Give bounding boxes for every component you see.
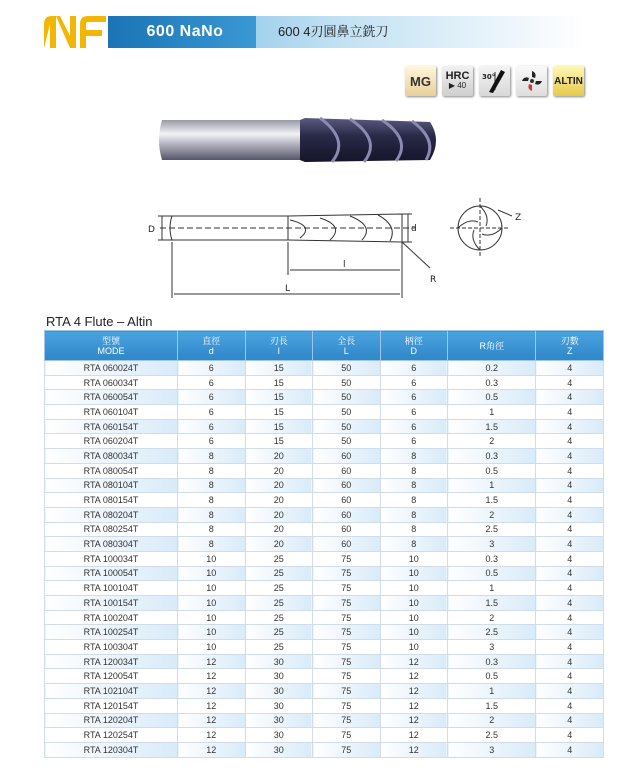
flutes-cell: 4 [536, 581, 604, 596]
header-diameter: 直徑 d [178, 331, 246, 361]
corner-radius-cell: 2 [448, 434, 536, 449]
model-cell: RTA 100054T [45, 566, 178, 581]
table-row [45, 537, 604, 552]
product-subtitle: 600 4刃圓鼻立銑刀 [278, 24, 389, 39]
table-row [45, 728, 604, 743]
shank-diameter-cell: 6 [380, 405, 448, 420]
shank-diameter-cell: 10 [380, 596, 448, 611]
table-header-row [45, 331, 604, 361]
corner-radius-cell: 1.5 [448, 698, 536, 713]
overall-length-cell: 75 [313, 596, 381, 611]
flutes-cell: 4 [536, 537, 604, 552]
flutes-cell: 4 [536, 640, 604, 655]
overall-length-cell: 50 [313, 375, 381, 390]
flute-length-cell: 15 [245, 405, 313, 420]
flutes-cell: 4 [536, 434, 604, 449]
diameter-cell: 12 [178, 684, 246, 699]
helix-angle-icon [479, 66, 510, 96]
table-row [45, 463, 604, 478]
flute-length-cell: 15 [245, 361, 313, 376]
table-row [45, 625, 604, 640]
shank-diameter-cell: 6 [380, 390, 448, 405]
shank-diameter-cell: 8 [380, 449, 448, 464]
flute-length-cell: 25 [245, 566, 313, 581]
table-row [45, 640, 604, 655]
model-cell: RTA 120204T [45, 713, 178, 728]
table-row [45, 375, 604, 390]
corner-radius-cell: 2.5 [448, 625, 536, 640]
diameter-cell: 6 [178, 434, 246, 449]
flute-length-cell: 30 [245, 684, 313, 699]
diameter-cell: 12 [178, 698, 246, 713]
flute-length-cell: 20 [245, 522, 313, 537]
diameter-cell: 10 [178, 566, 246, 581]
shank-diameter-cell: 8 [380, 463, 448, 478]
diameter-cell: 6 [178, 361, 246, 376]
mg-badge: MG [405, 66, 436, 96]
flutes-cell: 4 [536, 566, 604, 581]
shank-diameter-cell: 6 [380, 419, 448, 434]
diameter-cell: 10 [178, 625, 246, 640]
corner-radius-cell: 3 [448, 640, 536, 655]
flutes-cell: 4 [536, 610, 604, 625]
table-row [45, 669, 604, 684]
diameter-cell: 8 [178, 507, 246, 522]
flute-length-cell: 30 [245, 698, 313, 713]
flutes-cell: 4 [536, 713, 604, 728]
flute-length-cell: 25 [245, 640, 313, 655]
shank-diameter-cell: 10 [380, 581, 448, 596]
technical-drawing [140, 190, 560, 305]
corner-radius-cell: 1.5 [448, 493, 536, 508]
overall-length-cell: 50 [313, 419, 381, 434]
model-cell: RTA 080034T [45, 449, 178, 464]
diameter-cell: 12 [178, 728, 246, 743]
spec-table [44, 330, 604, 758]
flute-length-cell: 30 [245, 654, 313, 669]
model-cell: RTA 120154T [45, 698, 178, 713]
flute-length-cell: 30 [245, 713, 313, 728]
overall-length-cell: 75 [313, 728, 381, 743]
corner-radius-cell: 2 [448, 507, 536, 522]
shank-diameter-cell: 8 [380, 537, 448, 552]
corner-radius-cell: 0.3 [448, 375, 536, 390]
series-title: 600 NaNo [146, 23, 224, 40]
flutes-cell: 4 [536, 625, 604, 640]
spec-table-body [45, 361, 604, 758]
model-cell: RTA 060104T [45, 405, 178, 420]
end-mill-photo [150, 100, 450, 180]
flutes-cell: 4 [536, 361, 604, 376]
shank-diameter-cell: 10 [380, 566, 448, 581]
overall-length-cell: 60 [313, 449, 381, 464]
overall-length-cell: 50 [313, 405, 381, 420]
diameter-cell: 10 [178, 596, 246, 611]
corner-radius-cell: 0.3 [448, 449, 536, 464]
table-row [45, 698, 604, 713]
flute-length-cell: 25 [245, 610, 313, 625]
corner-radius-cell: 2.5 [448, 522, 536, 537]
hrc-badge: HRC ▶ 40 [442, 66, 473, 96]
shank-diameter-cell: 10 [380, 551, 448, 566]
flutes-cell: 4 [536, 493, 604, 508]
shank-diameter-cell: 12 [380, 713, 448, 728]
table-row [45, 610, 604, 625]
overall-length-cell: 75 [313, 566, 381, 581]
flute-length-cell: 30 [245, 742, 313, 757]
overall-length-cell: 75 [313, 698, 381, 713]
flute-length-cell: 15 [245, 375, 313, 390]
model-cell: RTA 120254T [45, 728, 178, 743]
model-cell: RTA 102104T [45, 684, 178, 699]
feature-badges [405, 66, 584, 96]
diameter-cell: 12 [178, 713, 246, 728]
diameter-cell: 12 [178, 742, 246, 757]
table-row [45, 405, 604, 420]
flute-length-cell: 15 [245, 390, 313, 405]
diameter-cell: 12 [178, 669, 246, 684]
overall-length-cell: 75 [313, 640, 381, 655]
corner-radius-cell: 0.5 [448, 463, 536, 478]
model-cell: RTA 100254T [45, 625, 178, 640]
table-row [45, 742, 604, 757]
shank-diameter-cell: 8 [380, 507, 448, 522]
model-cell: RTA 100104T [45, 581, 178, 596]
corner-radius-cell: 1.5 [448, 596, 536, 611]
shank-diameter-cell: 12 [380, 698, 448, 713]
shank-diameter-cell: 12 [380, 684, 448, 699]
svg-text:l: l [343, 260, 346, 270]
flutes-cell: 4 [536, 463, 604, 478]
model-cell: RTA 100034T [45, 551, 178, 566]
brand-logo [40, 10, 110, 52]
flute-length-cell: 20 [245, 478, 313, 493]
corner-radius-cell: 0.5 [448, 669, 536, 684]
model-cell: RTA 100304T [45, 640, 178, 655]
model-cell: RTA 080254T [45, 522, 178, 537]
diameter-cell: 8 [178, 463, 246, 478]
shank-diameter-cell: 12 [380, 654, 448, 669]
diameter-cell: 6 [178, 405, 246, 420]
overall-length-cell: 60 [313, 493, 381, 508]
table-row [45, 551, 604, 566]
table-row [45, 654, 604, 669]
overall-length-cell: 75 [313, 551, 381, 566]
diameter-cell: 12 [178, 654, 246, 669]
model-cell: RTA 120034T [45, 654, 178, 669]
model-cell: RTA 060204T [45, 434, 178, 449]
svg-text:D: D [148, 225, 155, 235]
corner-radius-cell: 1 [448, 581, 536, 596]
table-row [45, 478, 604, 493]
shank-diameter-cell: 10 [380, 640, 448, 655]
table-row [45, 507, 604, 522]
corner-radius-cell: 1 [448, 684, 536, 699]
table-row [45, 684, 604, 699]
diameter-cell: 6 [178, 419, 246, 434]
header-model: 型號 MODE [45, 331, 178, 361]
diameter-cell: 6 [178, 390, 246, 405]
shank-diameter-cell: 12 [380, 742, 448, 757]
diameter-cell: 10 [178, 610, 246, 625]
flute-length-cell: 20 [245, 537, 313, 552]
flute-length-cell: 25 [245, 551, 313, 566]
table-row [45, 522, 604, 537]
flutes-cell: 4 [536, 728, 604, 743]
overall-length-cell: 75 [313, 610, 381, 625]
header-flutes: 刃數 Z [536, 331, 604, 361]
table-row [45, 596, 604, 611]
header-shank-diameter: 柄徑 D [380, 331, 448, 361]
overall-length-cell: 60 [313, 522, 381, 537]
flute-length-cell: 15 [245, 434, 313, 449]
shank-diameter-cell: 8 [380, 522, 448, 537]
svg-text:30°: 30° [481, 73, 495, 81]
overall-length-cell: 75 [313, 684, 381, 699]
table-row [45, 493, 604, 508]
corner-radius-cell: 2.5 [448, 728, 536, 743]
corner-radius-cell: 0.2 [448, 361, 536, 376]
shank-diameter-cell: 6 [380, 361, 448, 376]
diameter-cell: 6 [178, 375, 246, 390]
overall-length-cell: 60 [313, 537, 381, 552]
flute-length-cell: 20 [245, 449, 313, 464]
altin-coating-badge: ALTIN [553, 66, 584, 96]
flute-length-cell: 15 [245, 419, 313, 434]
diameter-cell: 8 [178, 449, 246, 464]
shank-diameter-cell: 6 [380, 375, 448, 390]
model-cell: RTA 080154T [45, 493, 178, 508]
corner-radius-cell: 1 [448, 478, 536, 493]
overall-length-cell: 75 [313, 742, 381, 757]
flute-length-cell: 20 [245, 507, 313, 522]
corner-radius-cell: 0.3 [448, 654, 536, 669]
table-row [45, 390, 604, 405]
model-cell: RTA 080304T [45, 537, 178, 552]
model-cell: RTA 060154T [45, 419, 178, 434]
flutes-cell: 4 [536, 742, 604, 757]
four-flute-icon [516, 66, 547, 96]
corner-radius-cell: 3 [448, 537, 536, 552]
overall-length-cell: 75 [313, 669, 381, 684]
shank-diameter-cell: 12 [380, 669, 448, 684]
corner-radius-cell: 0.5 [448, 390, 536, 405]
flutes-cell: 4 [536, 551, 604, 566]
model-cell: RTA 060024T [45, 361, 178, 376]
flute-length-cell: 25 [245, 625, 313, 640]
table-row [45, 566, 604, 581]
diameter-cell: 8 [178, 493, 246, 508]
corner-radius-cell: 0.3 [448, 551, 536, 566]
table-row [45, 434, 604, 449]
shank-diameter-cell: 10 [380, 610, 448, 625]
corner-radius-cell: 0.5 [448, 566, 536, 581]
model-cell: RTA 060034T [45, 375, 178, 390]
model-cell: RTA 060054T [45, 390, 178, 405]
diameter-cell: 8 [178, 478, 246, 493]
table-row [45, 361, 604, 376]
flutes-cell: 4 [536, 390, 604, 405]
overall-length-cell: 75 [313, 713, 381, 728]
table-caption: RTA 4 Flute – Altin [46, 314, 153, 329]
model-cell: RTA 120304T [45, 742, 178, 757]
flutes-cell: 4 [536, 522, 604, 537]
overall-length-cell: 60 [313, 478, 381, 493]
flute-length-cell: 30 [245, 669, 313, 684]
flutes-cell: 4 [536, 596, 604, 611]
table-row [45, 581, 604, 596]
corner-radius-cell: 1 [448, 405, 536, 420]
overall-length-cell: 60 [313, 507, 381, 522]
table-row [45, 449, 604, 464]
shank-diameter-cell: 10 [380, 625, 448, 640]
model-cell: RTA 120054T [45, 669, 178, 684]
table-row [45, 713, 604, 728]
flute-length-cell: 25 [245, 596, 313, 611]
overall-length-cell: 50 [313, 434, 381, 449]
svg-text:L: L [285, 284, 291, 294]
overall-length-cell: 60 [313, 463, 381, 478]
model-cell: RTA 100204T [45, 610, 178, 625]
diameter-cell: 8 [178, 537, 246, 552]
flutes-cell: 4 [536, 654, 604, 669]
overall-length-cell: 50 [313, 390, 381, 405]
svg-text:R: R [430, 275, 437, 285]
flutes-cell: 4 [536, 669, 604, 684]
flutes-cell: 4 [536, 419, 604, 434]
shank-diameter-cell: 12 [380, 728, 448, 743]
flutes-cell: 4 [536, 507, 604, 522]
flutes-cell: 4 [536, 684, 604, 699]
diameter-cell: 8 [178, 522, 246, 537]
model-cell: RTA 100154T [45, 596, 178, 611]
header-corner-radius: R角徑 [448, 331, 536, 361]
overall-length-cell: 75 [313, 581, 381, 596]
flutes-cell: 4 [536, 405, 604, 420]
corner-radius-cell: 1.5 [448, 419, 536, 434]
diameter-cell: 10 [178, 551, 246, 566]
svg-text:d: d [411, 224, 417, 234]
flutes-cell: 4 [536, 478, 604, 493]
shank-diameter-cell: 8 [380, 478, 448, 493]
corner-radius-cell: 2 [448, 610, 536, 625]
svg-text:Z: Z [515, 213, 522, 223]
flutes-cell: 4 [536, 375, 604, 390]
diameter-cell: 10 [178, 640, 246, 655]
model-cell: RTA 080204T [45, 507, 178, 522]
flute-length-cell: 30 [245, 728, 313, 743]
overall-length-cell: 75 [313, 625, 381, 640]
model-cell: RTA 080104T [45, 478, 178, 493]
flute-length-cell: 20 [245, 493, 313, 508]
header-overall-length: 全長 L [313, 331, 381, 361]
corner-radius-cell: 2 [448, 713, 536, 728]
table-row [45, 419, 604, 434]
flutes-cell: 4 [536, 449, 604, 464]
flutes-cell: 4 [536, 698, 604, 713]
corner-radius-cell: 3 [448, 742, 536, 757]
overall-length-cell: 75 [313, 654, 381, 669]
shank-diameter-cell: 8 [380, 493, 448, 508]
model-cell: RTA 080054T [45, 463, 178, 478]
flute-length-cell: 20 [245, 463, 313, 478]
flute-length-cell: 25 [245, 581, 313, 596]
shank-diameter-cell: 6 [380, 434, 448, 449]
diameter-cell: 10 [178, 581, 246, 596]
header-flute-length: 刃長 l [245, 331, 313, 361]
overall-length-cell: 50 [313, 361, 381, 376]
